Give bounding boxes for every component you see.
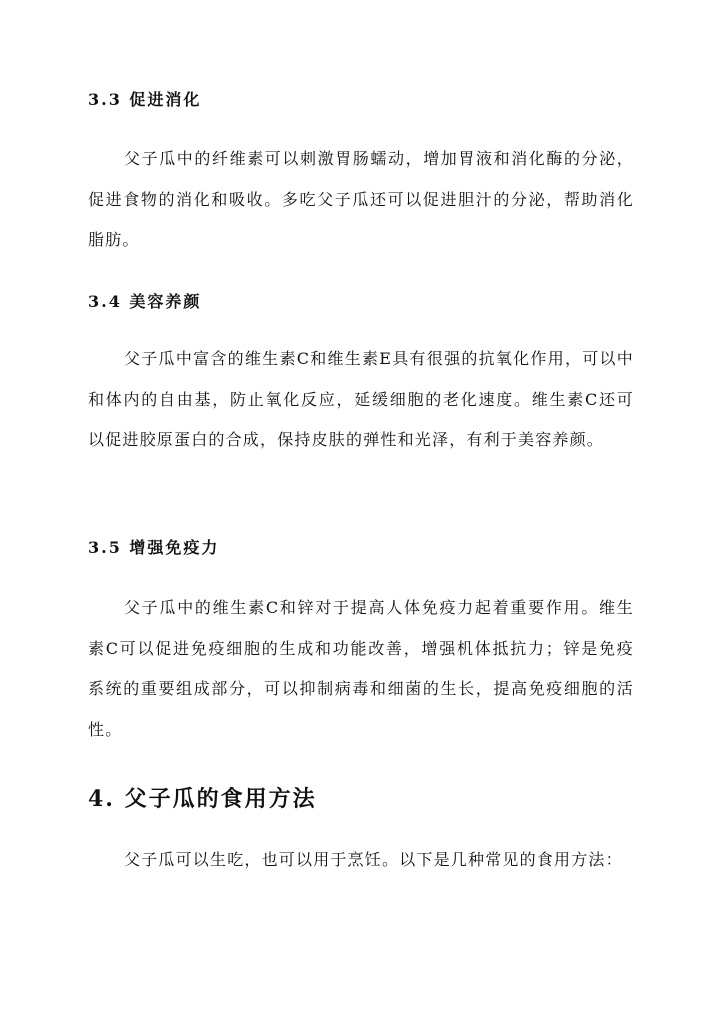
section-paragraph-3-4: 父子瓜中富含的维生素C和维生素E具有很强的抗氧化作用，可以中和体内的自由基，防止氧化反应，延缓细胞的老化速度。维生素C还可以促进胶原蛋白的合成，保持皮肤的弹性和光泽，有利于美容养颜。: [88, 349, 634, 449]
section-paragraph-3-3: 父子瓜中的纤维素可以刺激胃肠蠕动，增加胃液和消化酶的分泌，促进食物的消化和吸收。多吃父子瓜还可以促进胆汁的分泌，帮助消化脂肪。: [88, 149, 634, 249]
section-heading-3-3: 3.3 促进消化: [88, 90, 202, 109]
chapter-heading-4: 4. 父子瓜的食用方法: [88, 786, 317, 812]
section-heading-3-5: 3.5 增强免疫力: [88, 538, 220, 557]
section-paragraph-3-5: 父子瓜中的维生素C和锌对于提高人体免疫力起着重要作用。维生素C可以促进免疫细胞的生成和功能改善，增强机体抵抗力；锌是免疫系统的重要组成部分，可以抑制病毒和细菌的生长，提高免疫细胞的活性。: [88, 598, 634, 739]
chapter-paragraph-4: 父子瓜可以生吃，也可以用于烹饪。以下是几种常见的食用方法：: [124, 850, 623, 869]
section-heading-3-4: 3.4 美容养颜: [88, 292, 202, 311]
